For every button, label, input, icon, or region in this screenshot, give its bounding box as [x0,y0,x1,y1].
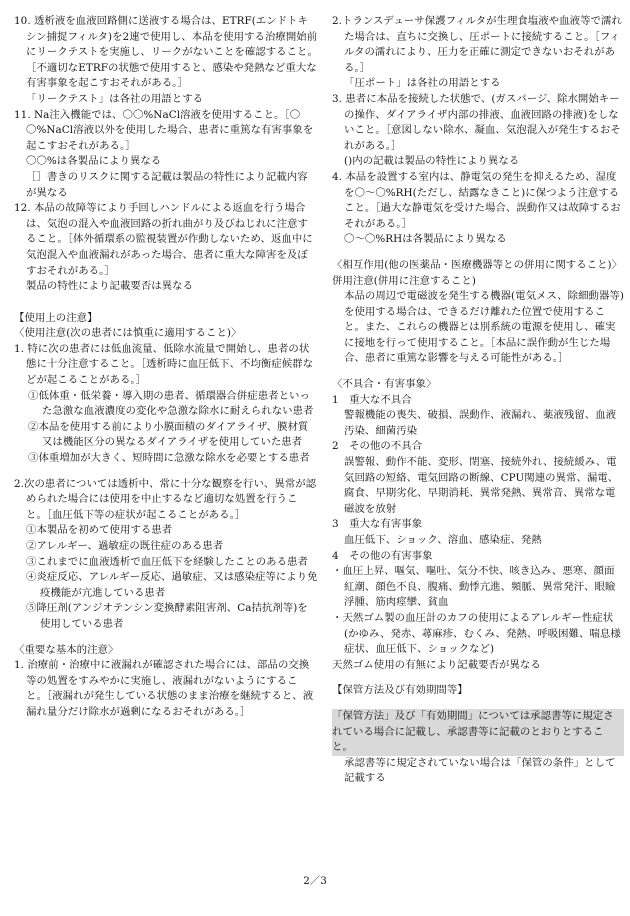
spacer [332,699,624,709]
paragraph: 〈不具合・有害事象〉 [332,378,437,391]
page-number: 2／3 [303,875,327,887]
paragraph: ②本品を使用する前により小膜面積のダイアライザ、膜材質又は機能区分の異なるダイアライザを使用していた患者 [28,420,309,449]
paragraph: 製品の特性により記載要否は異なる [26,280,194,293]
paragraph: 「リークテスト」は各社の用語とする [26,92,204,105]
paragraph: ③体重増加が大きく、短時間に急激な除水を必要とする患者 [28,452,310,465]
paragraph: ⑤降圧剤(アンジオテンシン変換酵素阻害剤、Ca拮抗剤等)を使用している患者 [26,602,308,630]
paragraph: 3 重大な有害事象 [332,518,423,531]
paragraph: 【使用上の注意】 [14,311,98,324]
paragraph: 11. Na注入機能では、〇〇%NaCl溶液を使用すること。［〇〇%NaCl溶液以外を使用した場合、患者に重篤な有害事象を起こすおそれがある。］ [14,108,314,152]
paragraph: 本品の周辺で電磁波を発生する機器(電気メス、除細動器等)を使用する場合は、できるだけ離れた位置で使用すること。また、これらの機器とは別系統の電源を使用し、確実に接地を行って使用すること。［本品に誤作動が生じた場合、患者に重篤な影響を与える可能性がある。］ [344,290,624,365]
paragraph: 警報機能の喪失、破損、誤動作、液漏れ、薬液残留、血液汚染、細菌汚染 [344,409,617,437]
paragraph: 併用注意(併用に注意すること) [332,274,476,287]
paragraph: ④炎症反応、アレルギー反応、過敏症、又は感染症等により免疫機能が亢進している患者 [26,571,318,599]
paragraph: ③これまでに血液透析で血圧低下を経験したことのある患者 [26,555,308,568]
paragraph: 〇～〇%RHは各製品により異なる [344,233,507,246]
paragraph: ・天然ゴム製の血圧計のカフの使用によるアレルギー性症状(かゆみ、発赤、蕁麻疹、むくみ、発熱、呼吸困難、喘息様症状、血圧低下、ショックなど) [332,611,621,656]
paragraph: ［］書きのリスクに関する記載は製品の特性により記載内容が異なる [26,170,308,199]
paragraph: 3. 患者に本品を接続した状態で、(ガスパージ、除水開始キーの操作、ダイアライザ内部の排液、血液回路の排液)をしないこと。［意図しない除水、凝血、気泡混入が発生するおそれがある。］ [332,92,621,152]
paragraph: 〈重要な基本的注意〉 [14,643,119,656]
right-column [332,14,624,787]
paragraph: 血圧低下、ショック、溶血、感染症、発熱 [344,534,542,546]
paragraph: ①低体重・低栄養・導入期の患者、循環器合併症患者といった急激な血液濃度の変化や急激な除水に耐えられない患者 [28,389,314,418]
paragraph: 4. 本品を設置する室内は、静電気の発生を抑えるため、湿度を〇～〇%RH(ただし、結露なきこと)に保つよう注意すること。［過大な静電気を受けた場合、誤動作又は故障するおそれがある。］ [332,170,621,230]
paragraph: 12. 本品の故障等により手回しハンドルによる返血を行う場合は、気泡の混入や血液回路の折れ曲がり及びねじれに注意すること。［体外循環系の監視装置が作動しないため、返血中に気泡混入や血液漏れがあった場合、患者に重大な障害を及ぼすおそれがある。］ [14,202,313,277]
paragraph: 誤警報、動作不能、変形、閉塞、接続外れ、接続緩み、電気回路の短絡、電気回路の断線、CPU関連の異常、漏電、腐食、早期劣化、早期消耗、異常発熱、異常音、異常な電磁波を放射 [344,456,619,515]
paragraph: ()内の記載は製品の特性により異なる [344,155,520,168]
paragraph: 「保管方法」及び「有効期間」については承認書等に規定されている場合に記載し、承認書等に記載のとおりとすること。 [332,709,624,756]
paragraph: ②アレルギー、過敏症の既往症のある患者 [26,540,224,552]
paragraph: 〈使用注意(次の患者には慎重に適用すること)〉 [14,327,242,340]
spacer [332,673,624,683]
paragraph: 2.トランスデューサ保護フィルタが生理食塩液や血液等で濡れた場合は、直ちに交換し、圧ポートに接続すること。［フィルタの濡れにより、圧力を正確に測定できないおそれがある。］ [332,15,622,74]
paragraph: 天然ゴム使用の有無により記載要否が異なる [332,658,541,671]
paragraph: 「圧ポート」は各社の用語とする [344,77,501,90]
spacer [14,467,318,477]
paragraph: 1. 特に次の患者には低血流量、低除水流量で開始し、患者の状態に十分注意すること。［透析時に血圧低下、不均衡症候群などが起こることがある。］ [14,342,314,387]
paragraph: 2.次の患者については透析中、常に十分な観察を行い、異常が認められた場合には使用を中止するなど適切な処置を行うこと。［血圧低下等の症状が起こることがある。］ [14,477,317,521]
paragraph: 10. 透析液を血液回路側に送液する場合は、ETRF(エンドトキシン捕捉フィルタ)を2連で使用し、本品を使用する治療開始前にリークテストを実施し、リークがないことを確認すること。［不適切なETRFの状態で使用すると、感染や発熱など重大な有害事象を起こすおそれがある。］ [14,15,318,90]
paragraph: 【保管方法及び有効期間等】 [332,684,468,697]
spacer [332,248,624,258]
paragraph: 〇〇%は各製品により異なる [26,155,162,168]
paragraph: 1. 治療前・治療中に液漏れが確認された場合には、部品の交換等の処置をすみやかに実施し、液漏れがないようにすること。［液漏れが発生している状態のまま治療を継続すると、液漏れ量分だけ除水が過剰になるおそれがある。］ [14,659,314,718]
spacer [14,295,318,305]
paragraph: 2 その他の不具合 [332,440,423,453]
paragraph: 承認書等に規定されていない場合は「保管の条件」として記載する [344,756,616,785]
left-column [14,14,318,721]
spacer [332,367,624,377]
paragraph: ①本製品を初めて使用する患者 [26,524,173,537]
paragraph: 4 その他の有害事象 [332,549,433,562]
spacer [14,633,318,643]
paragraph: ・血圧上昇、嘔気、嘔吐、気分不快、咳き込み、悪寒、顔面紅潮、顔色不良、腹痛、動悸亢進、頻脈、異常発汗、眼瞼浮腫、筋肉痙攣、貧血 [332,565,616,609]
paragraph: 1 重大な不具合 [332,393,412,406]
paragraph: 〈相互作用(他の医薬品・医療機器等との併用に関すること)〉 [332,258,623,271]
